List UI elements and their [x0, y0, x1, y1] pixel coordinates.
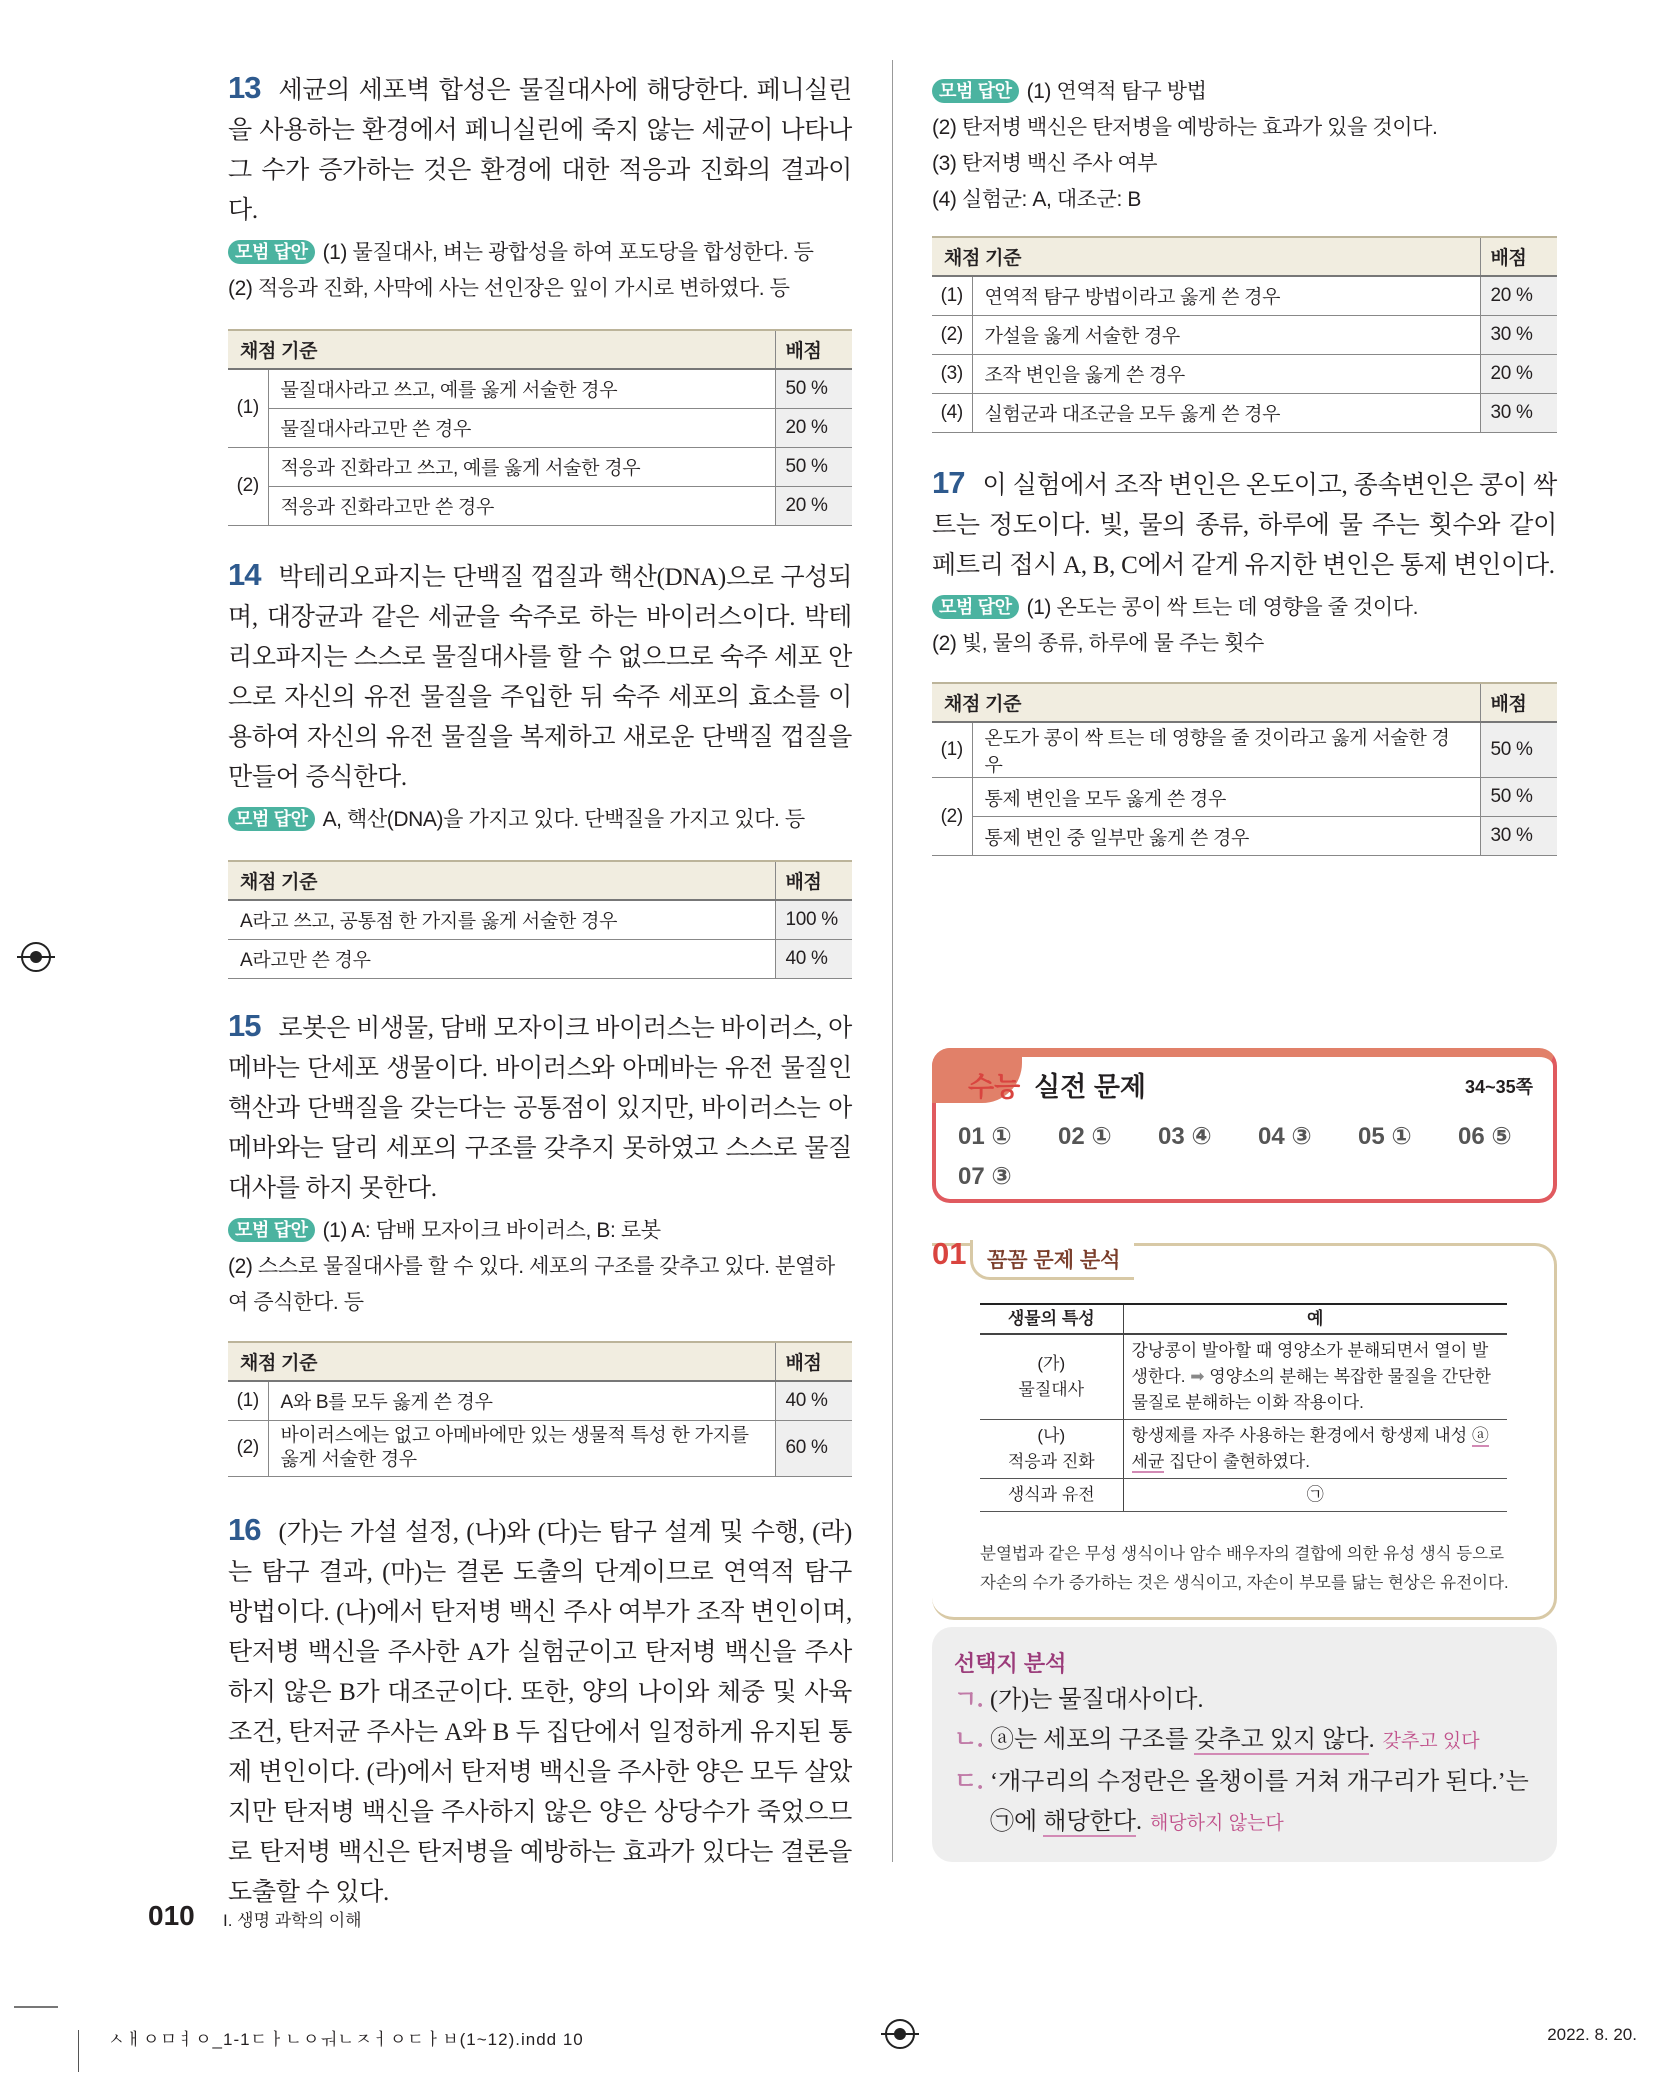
answer-list: [958, 1117, 1538, 1197]
row-label: (1): [932, 276, 972, 315]
choice-text: .: [1135, 1809, 1142, 1835]
answer-2: (2) 스스로 물질대사를 할 수 있다. 세포의 구조를 갖추고 있다. 분열하여 증식한다. 등: [228, 1255, 835, 1314]
scoring-table: [228, 1341, 852, 1477]
answer-item: 07 ③: [958, 1163, 1012, 1190]
answer-1: A, 핵산(DNA)을 가지고 있다. 단백질을 가지고 있다. 등: [322, 808, 805, 831]
answer-3: (3) 탄저병 백신 주사 여부: [932, 152, 1158, 175]
choice-item: [954, 1680, 1544, 1720]
criteria: 적응과 진화라고 쓰고, 예를 옳게 서술한 경우: [268, 447, 775, 486]
score: 50 %: [775, 369, 852, 408]
scoring-table: [932, 682, 1557, 856]
criteria: 통제 변인을 모두 옳게 쓴 경우: [972, 778, 1480, 817]
table-row: [228, 369, 852, 408]
score: 30 %: [1480, 393, 1557, 432]
answer-2: (2) 빛, 물의 종류, 하루에 물 주는 횟수: [932, 632, 1264, 655]
header-score: 배점: [1480, 237, 1557, 276]
question-15: [228, 1006, 852, 1477]
question-13: [228, 68, 852, 526]
question-17: [932, 463, 1557, 856]
correction: 해당하지 않는다: [1149, 1813, 1284, 1834]
table-row: [228, 1420, 852, 1476]
criteria: 통제 변인 중 일부만 옳게 쓴 경우: [972, 817, 1480, 856]
question-number: 15: [228, 1008, 261, 1043]
underlined-text: 해당한다: [1043, 1809, 1136, 1835]
table-row: [980, 1479, 1507, 1512]
model-answer-badge: 모범 답안: [932, 79, 1019, 103]
registration-mark-icon: [885, 2019, 915, 2049]
example-note: 영양소의 분해는 복잡한 물질을 간단한 물질로 분해하는 이화 작용이다.: [1131, 1367, 1491, 1412]
row-label: (2): [228, 447, 268, 525]
table-row: [932, 393, 1557, 432]
row-label: (2): [932, 778, 972, 856]
criteria: 바이러스에는 없고 아메바에만 있는 생물적 특성 한 가지를 옳게 서술한 경우: [268, 1420, 775, 1476]
analysis-tag: 꼼꼼 문제 분석: [970, 1240, 1134, 1280]
label: (가): [1037, 1354, 1066, 1373]
table-row: [228, 1381, 852, 1420]
header-example: 예: [1123, 1304, 1507, 1334]
label: 물질대사: [1018, 1380, 1085, 1399]
header-characteristic: 생물의 특성: [980, 1304, 1123, 1334]
answer-1: (1) A: 담배 모자이크 바이러스, B: 로봇: [322, 1219, 661, 1242]
score: 60 %: [775, 1420, 852, 1476]
registration-mark-icon: [21, 942, 51, 972]
criteria: A라고만 쓴 경우: [228, 939, 775, 978]
answer-1: (1) 연역적 탐구 방법: [1026, 80, 1207, 103]
criteria: 실험군과 대조군을 모두 옳게 쓴 경우: [972, 393, 1480, 432]
question-16-answers: [932, 74, 1557, 433]
page-number: 010: [148, 1900, 195, 1931]
arrow-icon: ➡: [1190, 1367, 1205, 1386]
choice-text: (가)는 물질대사이다.: [990, 1687, 1204, 1713]
answer-1: (1) 물질대사, 벼는 광합성을 하여 포도당을 합성한다. 등: [322, 241, 814, 264]
choice-item: [954, 1720, 1544, 1762]
choice-text: ⓐ는 세포의 구조를: [990, 1727, 1195, 1753]
model-answer-badge: 모범 답안: [228, 240, 315, 264]
header-score: 배점: [775, 330, 852, 369]
header-criteria: 채점 기준: [932, 683, 1480, 722]
answer-item: 01 ①: [958, 1123, 1012, 1150]
analysis-number: 01: [932, 1236, 967, 1271]
model-answer-badge: 모범 답안: [228, 807, 315, 831]
scoring-table: [932, 236, 1557, 433]
characteristics-table: [980, 1303, 1507, 1512]
example-text: ㉠: [1123, 1479, 1507, 1512]
question-16: [228, 1510, 852, 1913]
score: 30 %: [1480, 315, 1557, 354]
file-name: ㅅㅐㅇㅁㅕㅇ_1-1ㄷㅏㄴㅇㅝㄴㅈㅓㅇㄷㅏㅂ(1~12).indd 10: [108, 2030, 584, 2049]
row-label: (1): [932, 722, 972, 778]
table-row: [932, 276, 1557, 315]
row-label: (2): [228, 1420, 268, 1476]
choice-text: ‘개구리의 수정란은 올챙이를 거쳐 개구리가 된다.’는 ㉠에: [990, 1769, 1529, 1835]
explanation-text: (가)는 가설 설정, (나)와 (다)는 탐구 설계 및 수행, (라)는 탐구 결과, (마)는 결론 도출의 단계이므로 연역적 탐구 방법이다. (나)에서 탄저병 백신 주사 여부가 조작 변인이며, 탄저병 백신을 주사한 A가 실험군이고 탄저병 백신을 주사하지 않은 B가 대조군이다. 또한, 양의 나이와 체중 및 사육 조건, 탄저균 주사는 A와 B 두 집단에서 일정하게 유지된 통제 변인이다. (라)에서 탄저병 백신을 주사한 양은 모두 살았지만 탄저병 백신을 주사하지 않은 양은 상당수가 죽었으므로 탄저병 백신은 탄저병을 예방하는 효과가 있다는 결론을 도출할 수 있다.: [228, 1519, 852, 1906]
explanation-text: 이 실험에서 조작 변인은 온도이고, 종속변인은 콩이 싹 트는 정도이다. 빛, 물의 종류, 하루에 물 주는 횟수와 같이 페트리 접시 A, B, C에서 같게 유지한 변인은 통제 변인이다.: [932, 472, 1557, 579]
score: 20 %: [775, 408, 852, 447]
score: 50 %: [775, 447, 852, 486]
table-row: [228, 408, 852, 447]
page-range: 34~35쪽: [1465, 1077, 1533, 1097]
criteria: 조작 변인을 옳게 쓴 경우: [972, 354, 1480, 393]
model-answer-badge: 모범 답안: [932, 595, 1019, 619]
wrong-x-icon: ㄴ.: [954, 1727, 984, 1753]
header-score: 배점: [775, 861, 852, 900]
answer-item: 06 ⑤: [1458, 1123, 1512, 1150]
table-row: [932, 354, 1557, 393]
row-label: (3): [932, 354, 972, 393]
criteria: A라고 쓰고, 공통점 한 가지를 옳게 서술한 경우: [228, 900, 775, 939]
table-row: [228, 939, 852, 978]
criteria: 연역적 탐구 방법이라고 옳게 쓴 경우: [972, 276, 1480, 315]
example-text: 강낭콩이 발아할 때 영양소가 분해되면서 열이 발생한다.: [1131, 1341, 1489, 1386]
table-row: [228, 900, 852, 939]
header-criteria: 채점 기준: [228, 861, 775, 900]
table-row: [932, 315, 1557, 354]
header-criteria: 채점 기준: [228, 330, 775, 369]
score: 50 %: [1480, 722, 1557, 778]
table-row: [932, 817, 1557, 856]
explanation-text: 세균의 세포벽 합성은 물질대사에 해당한다. 페니실린을 사용하는 환경에서 페니실린에 죽지 않는 세균이 나타나 그 수가 증가하는 것은 환경에 대한 적응과 진화의 결과이다.: [228, 77, 852, 224]
column-divider: [892, 60, 893, 1862]
correction: 갖추고 있다: [1382, 1731, 1480, 1752]
explanation-text: 로봇은 비생물, 담배 모자이크 바이러스는 바이러스, 아메바는 단세포 생물이다. 바이러스와 아메바는 유전 물질인 핵산과 단백질을 갖는다는 공통점이 있지만, 바이러스는 아메바와는 달리 세포의 구조를 갖추지 못하였고 스스로 물질대사를 하지 못한다.: [228, 1015, 852, 1202]
section-title: I. 생명 과학의 이해: [223, 1911, 362, 1930]
answer-item: 03 ④: [1158, 1123, 1212, 1150]
question-14: [228, 555, 852, 979]
print-date: 2022. 8. 20.: [1547, 2025, 1637, 2044]
label: 생식과 유전: [980, 1479, 1123, 1512]
model-answer-badge: 모범 답안: [228, 1218, 315, 1242]
choice-title: 선택지 분석: [954, 1651, 1067, 1676]
answer-item: 02 ①: [1058, 1123, 1112, 1150]
row-label: (4): [932, 393, 972, 432]
box-title: 실전 문제: [1034, 1072, 1147, 1102]
correct-circle-icon: ㄱ.: [954, 1687, 984, 1713]
suneung-answer-box: [932, 1048, 1557, 1203]
answer-item: 05 ①: [1358, 1123, 1412, 1150]
header-criteria: 채점 기준: [932, 237, 1480, 276]
scoring-table: [228, 860, 852, 979]
table-row: [228, 486, 852, 525]
score: 20 %: [775, 486, 852, 525]
header-criteria: 채점 기준: [228, 1342, 775, 1381]
criteria: 물질대사라고 쓰고, 예를 옳게 서술한 경우: [268, 369, 775, 408]
suneung-label: 수능: [968, 1072, 1021, 1102]
score: 40 %: [775, 939, 852, 978]
analysis-note: 분열법과 같은 무성 생식이나 암수 배우자의 결합에 의한 유성 생식 등으로 자손의 수가 증가하는 것은 생식이고, 자손이 부모를 닮는 현상은 유전이다.: [980, 1545, 1509, 1592]
question-number: 14: [228, 557, 261, 592]
score: 40 %: [775, 1381, 852, 1420]
answer-2: (2) 적응과 진화, 사막에 사는 선인장은 잎이 가시로 변하였다. 등: [228, 277, 790, 300]
answer-2: (2) 탄저병 백신은 탄저병을 예방하는 효과가 있을 것이다.: [932, 116, 1438, 139]
trim-mark: [14, 2006, 58, 2008]
underlined-text: 갖추고 있지 않다: [1194, 1727, 1369, 1753]
question-number: 17: [932, 465, 965, 500]
score: 30 %: [1480, 817, 1557, 856]
table-row: [932, 722, 1557, 778]
criteria: A와 B를 모두 옳게 쓴 경우: [268, 1381, 775, 1420]
table-row: [932, 778, 1557, 817]
explanation-text: 박테리오파지는 단백질 껍질과 핵산(DNA)으로 구성되며, 대장균과 같은 세균을 숙주로 하는 바이러스이다. 박테리오파지는 스스로 물질대사를 할 수 없으므로 숙주 세포 안으로 자신의 유전 물질을 주입한 뒤 숙주 세포의 효소를 이용하여 자신의 유전 물질을 복제하고 새로운 단백질 껍질을 만들어 증식한다.: [228, 564, 852, 791]
choice-analysis: [932, 1627, 1557, 1862]
answer-item: 04 ③: [1258, 1123, 1312, 1150]
question-number: 13: [228, 70, 261, 105]
header-score: 배점: [775, 1342, 852, 1381]
row-label: (1): [228, 369, 268, 447]
table-row: [980, 1334, 1507, 1420]
score: 100 %: [775, 900, 852, 939]
answer-1: (1) 온도는 콩이 싹 트는 데 영향을 줄 것이다.: [1026, 596, 1419, 619]
criteria: 물질대사라고만 쓴 경우: [268, 408, 775, 447]
wrong-x-icon: ㄷ.: [954, 1769, 984, 1795]
criteria: 적응과 진화라고만 쓴 경우: [268, 486, 775, 525]
scoring-table: [228, 329, 852, 526]
criteria: 온도가 콩이 싹 트는 데 영향을 줄 것이라고 옳게 서술한 경우: [972, 722, 1480, 778]
label: 적응과 진화: [1007, 1452, 1095, 1471]
answer-4: (4) 실험군: A, 대조군: B: [932, 188, 1142, 211]
question-number: 16: [228, 1512, 261, 1547]
example-text: 집단이 출현하였다.: [1169, 1452, 1310, 1471]
table-row: [980, 1420, 1507, 1479]
label: (나): [1037, 1426, 1066, 1445]
marked-term: ⓐ세균: [1131, 1426, 1489, 1471]
choice-text: .: [1368, 1727, 1375, 1753]
trim-mark: [78, 2030, 79, 2072]
score: 20 %: [1480, 276, 1557, 315]
example-text: 항생제를 자주 사용하는 환경에서 항생제 내성: [1131, 1426, 1468, 1445]
score: 20 %: [1480, 354, 1557, 393]
choice-item: [954, 1762, 1544, 1844]
header-score: 배점: [1480, 683, 1557, 722]
row-label: (2): [932, 315, 972, 354]
table-row: [228, 447, 852, 486]
row-label: (1): [228, 1381, 268, 1420]
criteria: 가설을 옳게 서술한 경우: [972, 315, 1480, 354]
score: 50 %: [1480, 778, 1557, 817]
